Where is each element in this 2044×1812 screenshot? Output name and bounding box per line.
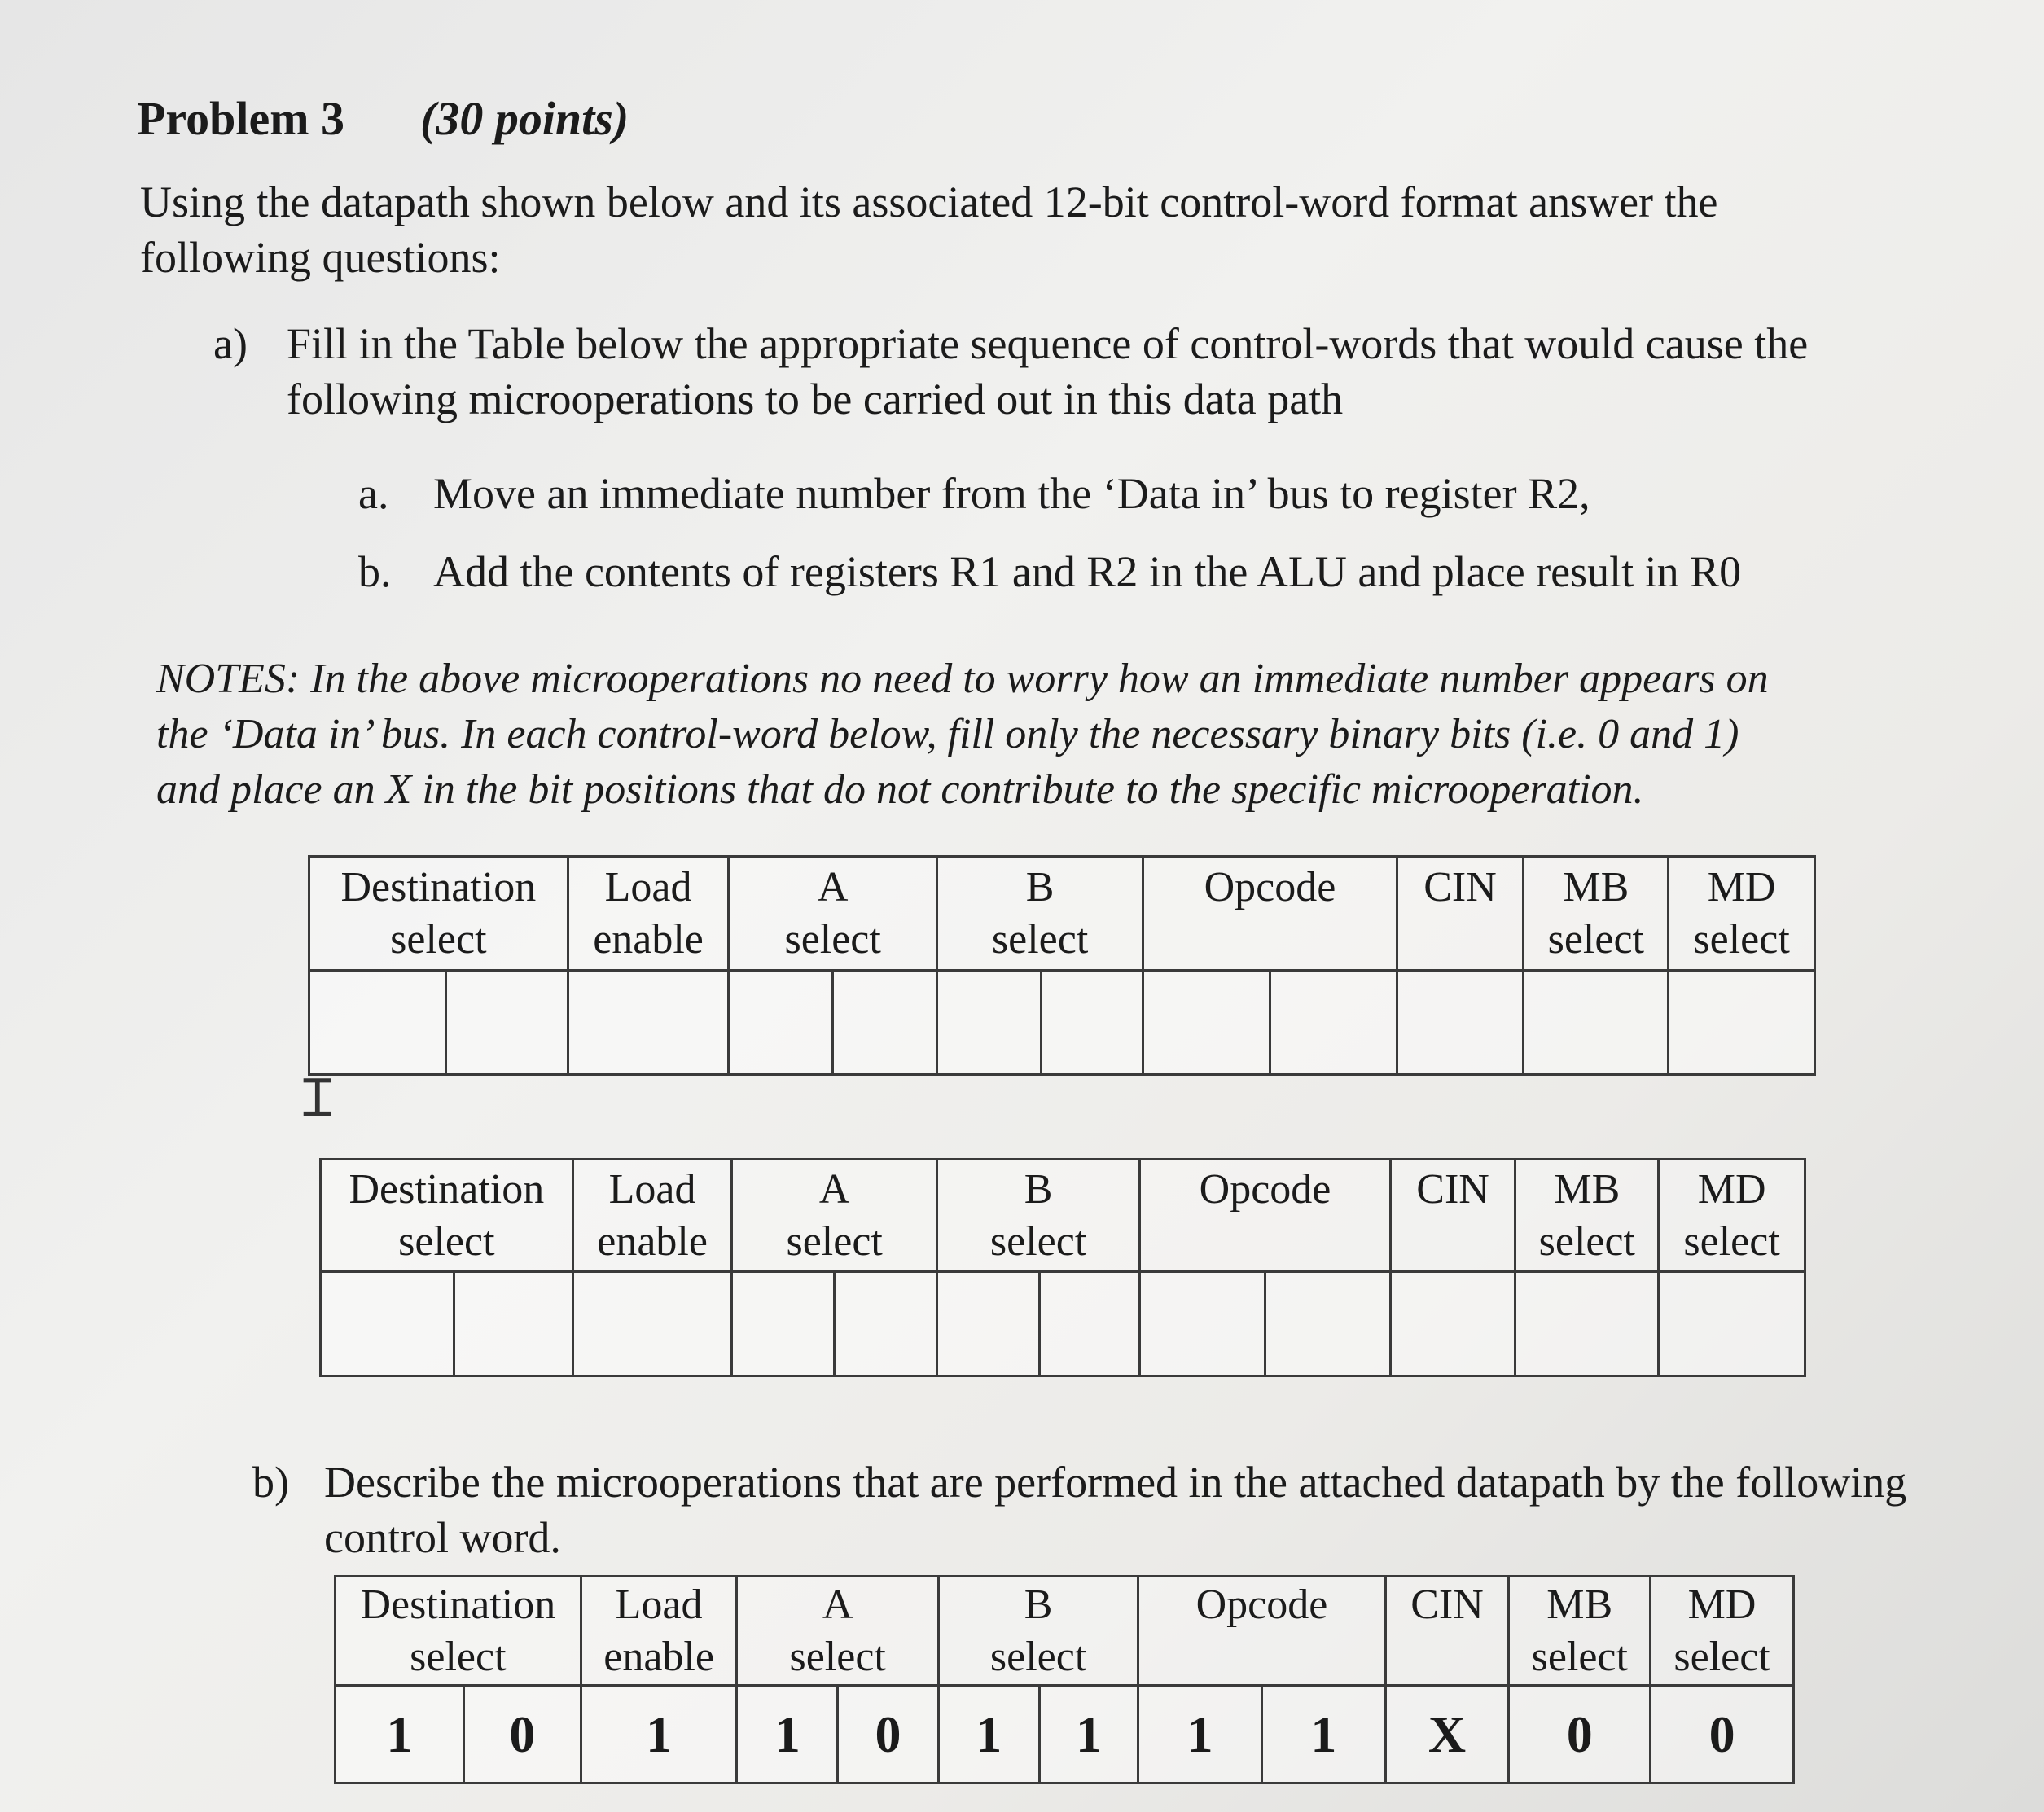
bit-cell[interactable]: [1390, 1272, 1515, 1376]
item-a-label: a.: [358, 469, 389, 518]
item-a-text: Move an immediate number from the ‘Data in’ bus to register R2,: [433, 469, 1590, 518]
bit-value: 0: [463, 1686, 581, 1783]
part-a-line-1: Fill in the Table below the appropriate sequence of control-words that would cause the: [287, 319, 1809, 368]
bit-value: 0: [838, 1686, 939, 1783]
bit-cell[interactable]: [454, 1272, 572, 1376]
bit-cell[interactable]: [936, 971, 1041, 1075]
part-a-line-2: following microoperations to be carried out in this data path: [287, 375, 1344, 423]
load-enable-header: Load enable: [581, 1577, 737, 1686]
notes-line-2: the ‘Data in’ bus. In each control-word below, fill only the necessary binary bits (i.e. 0 and 1): [156, 711, 1739, 757]
control-word-table-2: [319, 1158, 1806, 1377]
bit-value: 0: [1651, 1686, 1794, 1783]
bit-value: 1: [938, 1686, 1039, 1783]
bit-value: 1: [581, 1686, 737, 1783]
load-enable-header: Load enable: [568, 857, 729, 971]
bit-value: 1: [1039, 1686, 1138, 1783]
cin-header: CIN: [1385, 1577, 1509, 1686]
bit-cell[interactable]: [1140, 1272, 1265, 1376]
bit-cell[interactable]: [572, 1272, 732, 1376]
part-b-line-2: control word.: [324, 1513, 561, 1562]
bit-cell[interactable]: [568, 971, 729, 1075]
notes-line-1: NOTES: In the above microoperations no need to worry how an immediate number appears on: [156, 656, 1769, 702]
opcode-header: Opcode: [1140, 1160, 1390, 1272]
bit-cell[interactable]: [1039, 1272, 1140, 1376]
control-word-table-1: [308, 855, 1816, 1076]
bit-cell[interactable]: [936, 1272, 1039, 1376]
bit-cell[interactable]: [833, 971, 937, 1075]
dest-select-header: Destination select: [336, 1577, 581, 1686]
bit-cell[interactable]: [732, 1272, 835, 1376]
md-select-header: MD select: [1669, 857, 1815, 971]
dest-select-header: Destination select: [321, 1160, 573, 1272]
notes-text: [156, 652, 1769, 818]
bit-cell[interactable]: [1515, 1272, 1659, 1376]
bit-cell[interactable]: [729, 971, 833, 1075]
opcode-header: Opcode: [1138, 1577, 1385, 1686]
bit-cell[interactable]: [835, 1272, 937, 1376]
notes-line-3: and place an X in the bit positions that do not contribute to the specific microoperation.: [156, 766, 1644, 813]
mb-select-header: MB select: [1524, 857, 1669, 971]
mb-select-header: MB select: [1509, 1577, 1651, 1686]
cin-header: CIN: [1390, 1160, 1515, 1272]
dest-select-header: Destination select: [309, 857, 568, 971]
b-select-header: B select: [936, 857, 1143, 971]
bit-cell[interactable]: [1041, 971, 1143, 1075]
bit-cell[interactable]: [309, 971, 446, 1075]
bit-value: 1: [737, 1686, 838, 1783]
opcode-header: Opcode: [1143, 857, 1397, 971]
bit-value: 0: [1509, 1686, 1651, 1783]
bit-cell[interactable]: [1524, 971, 1669, 1075]
md-select-header: MD select: [1659, 1160, 1805, 1272]
bit-cell[interactable]: [1659, 1272, 1805, 1376]
problem-title: Problem 3: [137, 92, 345, 145]
a-select-header: A select: [737, 1577, 938, 1686]
control-word-table-3: [334, 1575, 1795, 1784]
md-select-header: MD select: [1651, 1577, 1794, 1686]
bit-value: 1: [1138, 1686, 1262, 1783]
bit-cell[interactable]: [445, 971, 568, 1075]
cin-header: CIN: [1397, 857, 1524, 971]
bit-value: 1: [336, 1686, 464, 1783]
mb-select-header: MB select: [1515, 1160, 1659, 1272]
part-a-text: [287, 316, 1808, 427]
b-select-header: B select: [936, 1160, 1139, 1272]
bit-cell[interactable]: [321, 1272, 454, 1376]
text-cursor-icon: Ɪ: [303, 1068, 332, 1129]
load-enable-header: Load enable: [572, 1160, 732, 1272]
bit-cell[interactable]: [1270, 971, 1397, 1075]
intro-line-1: Using the datapath shown below and its associated 12-bit control-word format answer the: [140, 178, 1718, 226]
item-b-label: b.: [358, 547, 392, 596]
part-b-text: [324, 1454, 1906, 1565]
intro-text: [140, 174, 1718, 285]
bit-value: 1: [1261, 1686, 1385, 1783]
intro-line-2: following questions:: [140, 233, 501, 282]
b-select-header: B select: [938, 1577, 1138, 1686]
item-b-text: Add the contents of registers R1 and R2 in the ALU and place result in R0: [433, 547, 1742, 596]
problem-points: (30 points): [420, 92, 629, 145]
bit-cell[interactable]: [1397, 971, 1524, 1075]
bit-cell[interactable]: [1265, 1272, 1391, 1376]
a-select-header: A select: [729, 857, 936, 971]
bit-cell[interactable]: [1669, 971, 1815, 1075]
bit-cell[interactable]: [1143, 971, 1270, 1075]
part-b-line-1: Describe the microoperations that are performed in the attached datapath by the following: [324, 1458, 1907, 1507]
part-b-label: b): [252, 1458, 289, 1507]
bit-value: X: [1385, 1686, 1509, 1783]
part-a-label: a): [213, 319, 248, 368]
a-select-header: A select: [732, 1160, 936, 1272]
